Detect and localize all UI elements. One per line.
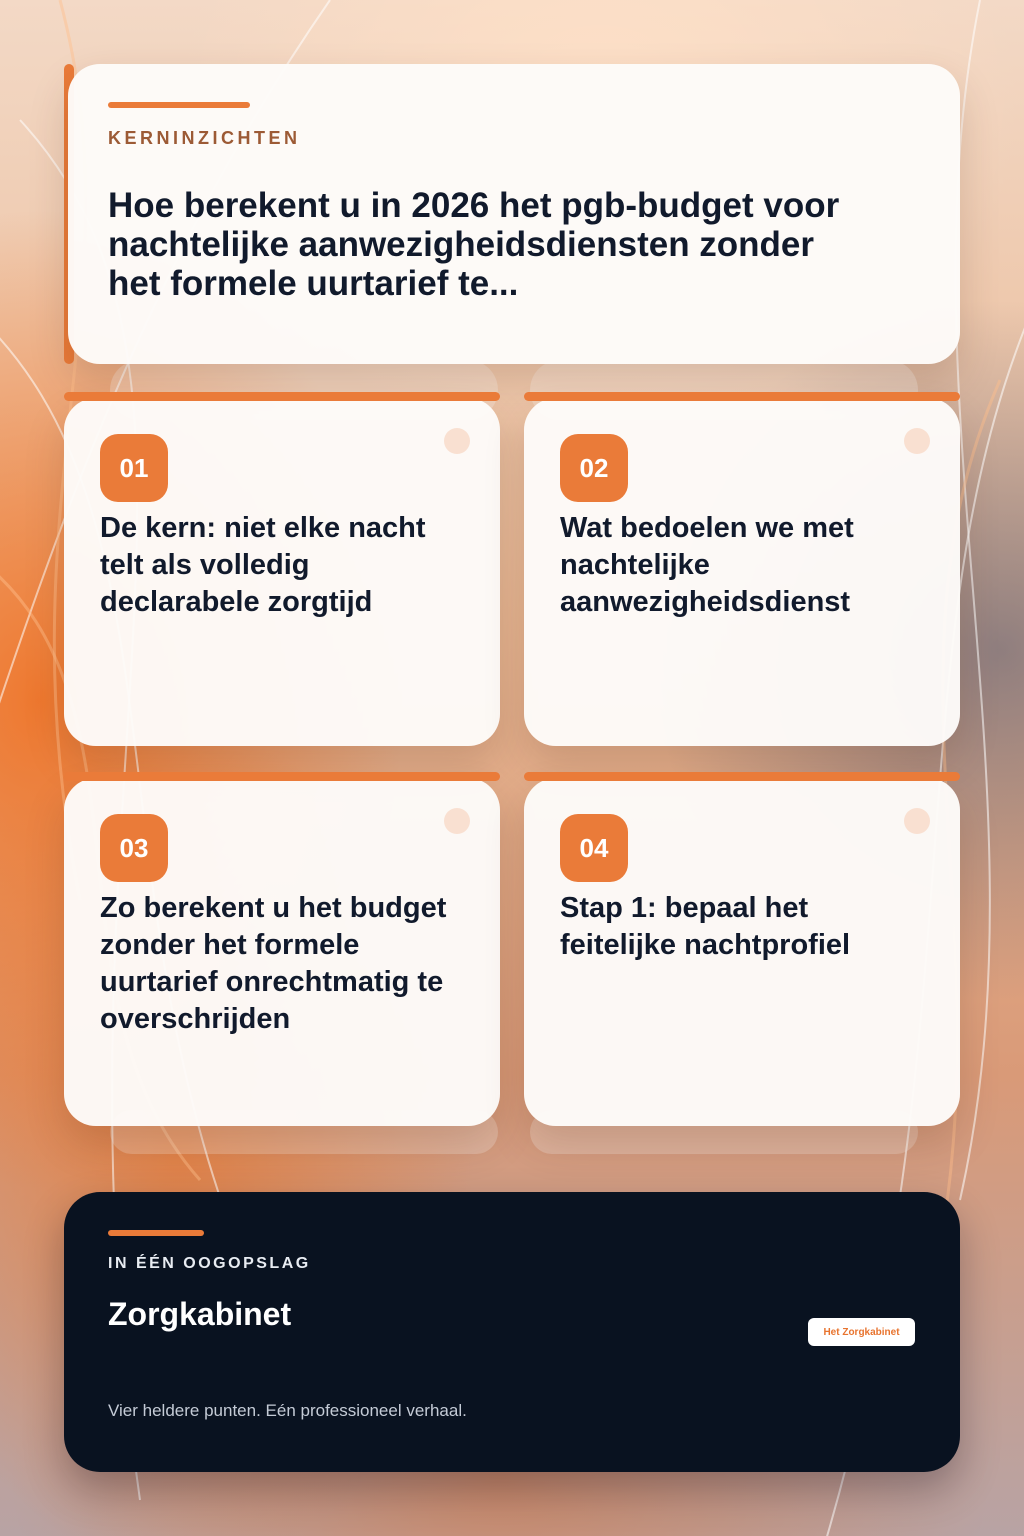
point-card-3 xyxy=(64,778,500,1126)
point-top-bar xyxy=(524,772,960,781)
point-top-bar xyxy=(64,392,500,401)
hero-card xyxy=(68,64,960,364)
summary-subtitle: Vier heldere punten. Eén professioneel verhaal. xyxy=(108,1401,467,1420)
point-top-bar xyxy=(64,772,500,781)
hero-decorative-bar xyxy=(108,102,250,108)
point-title: Wat bedoelen we met nachtelijke aanwezigheidsdienst xyxy=(560,512,854,618)
point-title: Stap 1: bepaal het feitelijke nachtprofiel xyxy=(560,892,851,961)
point-card-1 xyxy=(64,398,500,746)
point-number-badge: 03 xyxy=(100,814,168,882)
hero-eyebrow: KERNINZICHTEN xyxy=(108,128,301,148)
summary-decorative-bar xyxy=(108,1230,204,1236)
hero-title: Hoe berekent u in 2026 het pgb-budget voor nachtelijke aanwezigheidsdiensten zonder het formele uurtarief te... xyxy=(108,186,840,303)
point-title: Zo berekent u het budget zonder het formele uurtarief onrechtmatig te overschrijden xyxy=(100,892,447,1035)
point-top-bar xyxy=(524,392,960,401)
point-title: De kern: niet elke nacht telt als volledig declarabele zorgtijd xyxy=(100,512,426,618)
point-number-badge: 01 xyxy=(100,434,168,502)
point-number-badge: 04 xyxy=(560,814,628,882)
summary-eyebrow: IN ÉÉN OOGOPSLAG xyxy=(108,1255,311,1272)
decorative-dot xyxy=(904,428,930,454)
decorative-dot xyxy=(904,808,930,834)
decorative-dot xyxy=(444,808,470,834)
point-card-2 xyxy=(524,398,960,746)
decorative-dot xyxy=(444,428,470,454)
point-card-4 xyxy=(524,778,960,1126)
brand-logo: Het Zorgkabinet xyxy=(808,1318,915,1346)
summary-panel xyxy=(64,1192,960,1472)
point-number-badge: 02 xyxy=(560,434,628,502)
summary-title: Zorgkabinet xyxy=(108,1296,292,1332)
